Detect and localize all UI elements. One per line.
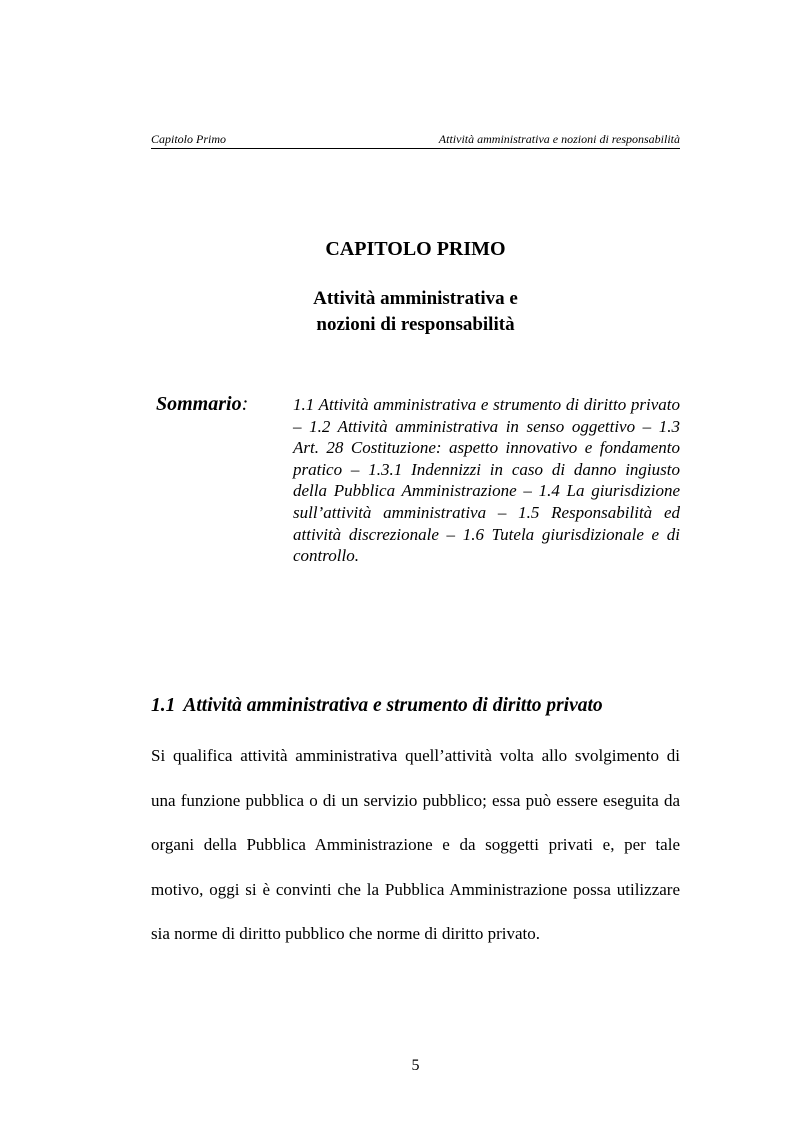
summary-label xyxy=(156,392,248,416)
summary-text: 1.1 Attività amministrativa e strumento di diritto privato – 1.2 Attività amministrativa in senso oggettivo – 1.3 Art. 28 Costituzione: aspetto innovativo e fondamento pratico – 1.3.1 Indennizzi in caso di danno ingiusto della Pubblica Amministrazione – 1.4 La giurisdizione sull’attività amministrativa – 1.5 Responsabilità ed attività discrezionale – 1.6 Tutela giurisdizionale e di controllo. xyxy=(293,395,680,566)
running-header xyxy=(151,132,680,149)
summary-label-word: Sommario xyxy=(156,393,242,415)
section-heading xyxy=(151,693,691,719)
chapter-subtitle-line-2: nozioni di responsabilità xyxy=(316,314,515,335)
section-paragraph: Si qualifica attività amministrativa quell’attività volta allo svolgimento di una funzione pubblica o di un servizio pubblico; essa può essere eseguita da organi della Pubblica Amministrazione e da soggetti privati e, per tale motivo, oggi si è convinti che la Pubblica Amministrazione possa utilizzare sia norme di diritto pubblico che norme di diritto privato. xyxy=(151,746,680,944)
page-number: 5 xyxy=(411,1057,420,1074)
chapter-subtitle xyxy=(151,286,680,338)
header-chapter-label: Capitolo Primo xyxy=(151,132,227,146)
chapter-title: CAPITOLO PRIMO xyxy=(325,238,506,260)
section-number: 1.1 xyxy=(151,695,176,716)
summary-label-colon: : xyxy=(241,393,249,415)
chapter-subtitle-line-1: Attività amministrativa e xyxy=(313,288,518,309)
section-title: Attività amministrativa e strumento di diritto privato xyxy=(183,695,603,716)
header-chapter-title: Attività amministrativa e nozioni di responsabilità xyxy=(438,132,680,146)
